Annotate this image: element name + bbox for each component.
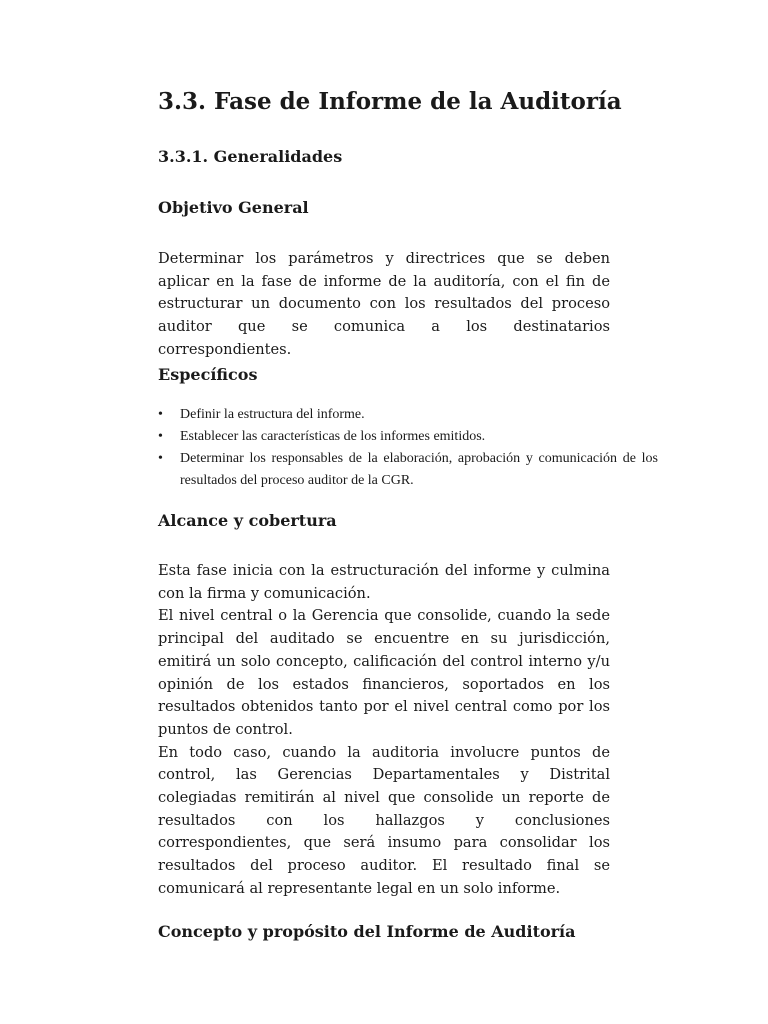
alcance-body bbox=[158, 560, 610, 901]
list-item bbox=[158, 448, 658, 492]
especificos-list bbox=[158, 404, 658, 492]
objetivo-general-heading: Objetivo General bbox=[158, 198, 309, 217]
section-heading: 3.3. Fase de Informe de la Auditoría bbox=[158, 88, 622, 115]
alcance-paragraph: Esta fase inicia con la estructuración del informe y culmina con la firma y comunicación. bbox=[158, 562, 610, 602]
especificos-heading: Específicos bbox=[158, 365, 258, 384]
list-item-text: Definir la estructura del informe. bbox=[180, 407, 365, 422]
alcance-paragraph: En todo caso, cuando la auditoria involucre puntos de control, las Gerencias Departamentales y Distrital colegiadas remitirán al nivel que consolide un reporte de resultados con los hallazgos y conclusiones correspondientes, que será insumo para consolidar los resultados del proceso auditor. El resultado final se comunicará al representante legal en un solo informe. bbox=[158, 743, 610, 897]
alcance-paragraph: El nivel central o la Gerencia que consolide, cuando la sede principal del auditado se encuentre en su jurisdicción, emitirá un solo concepto, calificación del control interno y/u opinión de los estados financieros, soportados en los resultados obtenidos tanto por el nivel central como por los puntos de control. bbox=[158, 607, 610, 738]
bullet-icon: • bbox=[158, 429, 163, 444]
concepto-heading: Concepto y propósito del Informe de Auditoría bbox=[158, 922, 576, 941]
bullet-icon: • bbox=[158, 407, 163, 422]
alcance-heading: Alcance y cobertura bbox=[158, 511, 337, 530]
objetivo-general-text: Determinar los parámetros y directrices que se deben aplicar en la fase de informe de la auditoría, con el fin de estructurar un documento con los resultados del proceso auditor que se comunica a los destinatarios correspondientes. bbox=[158, 250, 610, 358]
list-item-text: Establecer las características de los informes emitidos. bbox=[180, 429, 486, 444]
bullet-icon: • bbox=[158, 451, 163, 466]
list-item bbox=[158, 404, 658, 426]
objetivo-general-paragraph bbox=[158, 248, 610, 362]
subsection-heading: 3.3.1. Generalidades bbox=[158, 147, 343, 166]
list-item-text: Determinar los responsables de la elaboración, aprobación y comunicación de los resultados del proceso auditor de la CGR. bbox=[180, 451, 658, 488]
list-item bbox=[158, 426, 658, 448]
